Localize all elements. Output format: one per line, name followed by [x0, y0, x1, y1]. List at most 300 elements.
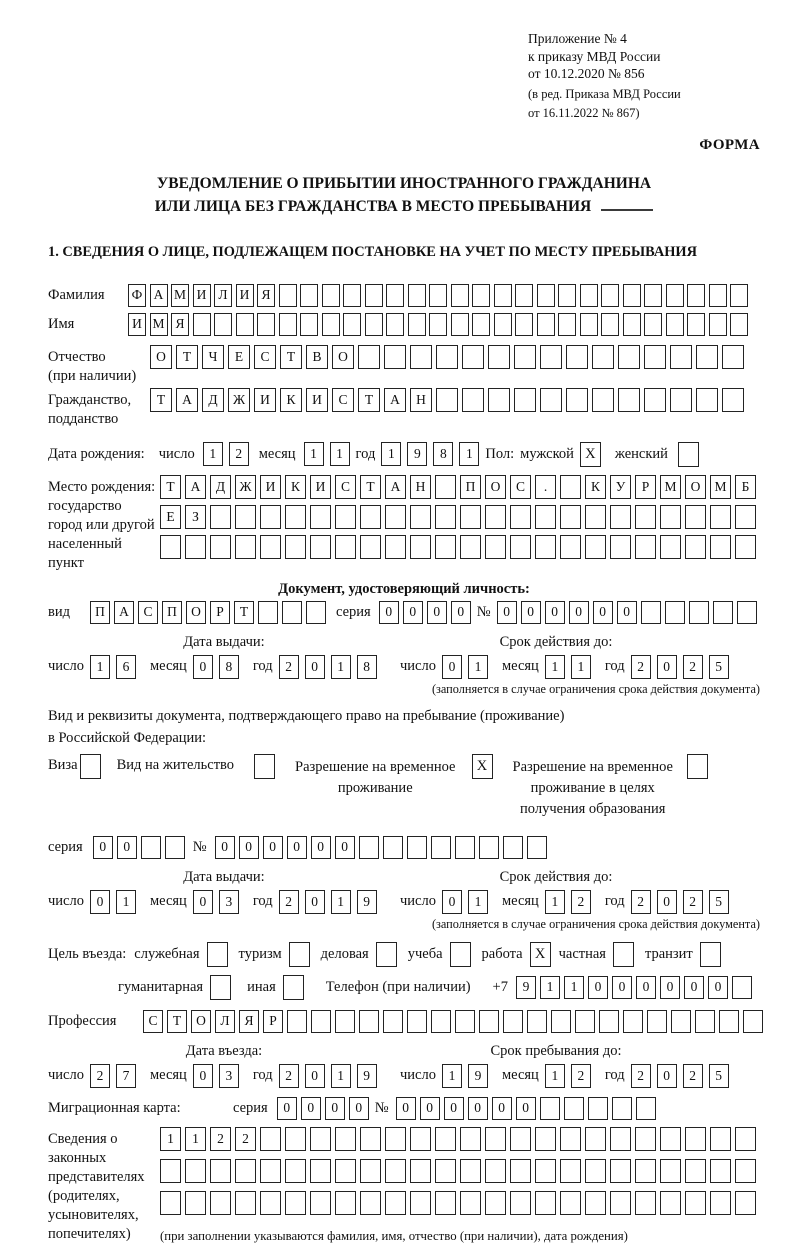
- char-cell[interactable]: О: [186, 601, 206, 624]
- char-cell[interactable]: [671, 1010, 691, 1033]
- char-cell[interactable]: [585, 1159, 606, 1183]
- char-cell[interactable]: И: [310, 475, 331, 499]
- char-cell[interactable]: [735, 505, 756, 529]
- char-cell[interactable]: 2: [279, 1064, 299, 1088]
- char-cell[interactable]: 5: [709, 890, 729, 914]
- edu-permit-checkbox[interactable]: [687, 754, 708, 779]
- char-cell[interactable]: 2: [683, 1064, 703, 1088]
- char-cell[interactable]: [540, 1097, 560, 1120]
- char-cell[interactable]: [360, 1191, 381, 1215]
- char-cell[interactable]: [641, 601, 661, 624]
- char-cell[interactable]: О: [150, 345, 172, 369]
- char-cell[interactable]: [666, 313, 684, 336]
- char-cell[interactable]: 6: [116, 655, 136, 679]
- char-cell[interactable]: 1: [185, 1127, 206, 1151]
- char-cell[interactable]: 0: [657, 655, 677, 679]
- char-cell[interactable]: И: [306, 388, 328, 412]
- char-cell[interactable]: [279, 313, 297, 336]
- char-cell[interactable]: [535, 505, 556, 529]
- char-cell[interactable]: 1: [304, 442, 324, 466]
- char-cell[interactable]: Т: [150, 388, 172, 412]
- char-cell[interactable]: 1: [381, 442, 401, 466]
- char-cell[interactable]: [410, 1127, 431, 1151]
- char-cell[interactable]: 1: [203, 442, 223, 466]
- purpose-study-checkbox[interactable]: [450, 942, 471, 967]
- char-cell[interactable]: С: [254, 345, 276, 369]
- char-cell[interactable]: [311, 1010, 331, 1033]
- char-cell[interactable]: Л: [214, 284, 232, 307]
- char-cell[interactable]: [488, 345, 510, 369]
- char-cell[interactable]: 0: [617, 601, 637, 624]
- char-cell[interactable]: М: [710, 475, 731, 499]
- char-cell[interactable]: [566, 388, 588, 412]
- char-cell[interactable]: 0: [521, 601, 541, 624]
- purpose-transit-checkbox[interactable]: [700, 942, 721, 967]
- char-cell[interactable]: С: [138, 601, 158, 624]
- char-cell[interactable]: М: [171, 284, 189, 307]
- char-cell[interactable]: А: [384, 388, 406, 412]
- char-cell[interactable]: М: [660, 475, 681, 499]
- char-cell[interactable]: 0: [263, 836, 283, 859]
- char-cell[interactable]: [472, 313, 490, 336]
- char-cell[interactable]: [479, 1010, 499, 1033]
- char-cell[interactable]: О: [685, 475, 706, 499]
- char-cell[interactable]: [730, 313, 748, 336]
- char-cell[interactable]: [558, 313, 576, 336]
- char-cell[interactable]: 0: [442, 890, 462, 914]
- char-cell[interactable]: [429, 313, 447, 336]
- char-cell[interactable]: Т: [360, 475, 381, 499]
- char-cell[interactable]: 0: [193, 655, 213, 679]
- char-cell[interactable]: [285, 1159, 306, 1183]
- char-cell[interactable]: [666, 284, 684, 307]
- char-cell[interactable]: Т: [358, 388, 380, 412]
- char-cell[interactable]: Р: [263, 1010, 283, 1033]
- char-cell[interactable]: [737, 601, 757, 624]
- char-cell[interactable]: 2: [90, 1064, 110, 1088]
- purpose-humanitarian-checkbox[interactable]: [210, 975, 231, 1000]
- char-cell[interactable]: 1: [571, 655, 591, 679]
- char-cell[interactable]: [660, 535, 681, 559]
- char-cell[interactable]: [601, 313, 619, 336]
- char-cell[interactable]: [687, 313, 705, 336]
- char-cell[interactable]: 0: [325, 1097, 345, 1120]
- char-cell[interactable]: [722, 345, 744, 369]
- char-cell[interactable]: [384, 345, 406, 369]
- char-cell[interactable]: [635, 535, 656, 559]
- char-cell[interactable]: 0: [90, 890, 110, 914]
- char-cell[interactable]: [588, 1097, 608, 1120]
- char-cell[interactable]: [510, 1191, 531, 1215]
- char-cell[interactable]: [585, 1191, 606, 1215]
- char-cell[interactable]: [407, 836, 427, 859]
- char-cell[interactable]: [560, 1159, 581, 1183]
- char-cell[interactable]: 0: [660, 976, 680, 999]
- char-cell[interactable]: И: [236, 284, 254, 307]
- char-cell[interactable]: 1: [545, 655, 565, 679]
- char-cell[interactable]: [310, 1191, 331, 1215]
- char-cell[interactable]: [710, 1127, 731, 1151]
- char-cell[interactable]: Е: [228, 345, 250, 369]
- char-cell[interactable]: [575, 1010, 595, 1033]
- char-cell[interactable]: 0: [593, 601, 613, 624]
- char-cell[interactable]: [460, 1127, 481, 1151]
- char-cell[interactable]: [709, 284, 727, 307]
- char-cell[interactable]: 0: [468, 1097, 488, 1120]
- char-cell[interactable]: [410, 535, 431, 559]
- char-cell[interactable]: 0: [301, 1097, 321, 1120]
- char-cell[interactable]: [494, 284, 512, 307]
- char-cell[interactable]: [300, 313, 318, 336]
- char-cell[interactable]: К: [280, 388, 302, 412]
- char-cell[interactable]: [535, 1127, 556, 1151]
- char-cell[interactable]: 1: [90, 655, 110, 679]
- char-cell[interactable]: [485, 505, 506, 529]
- char-cell[interactable]: [285, 1191, 306, 1215]
- char-cell[interactable]: 0: [545, 601, 565, 624]
- char-cell[interactable]: [644, 345, 666, 369]
- purpose-tourism-checkbox[interactable]: [289, 942, 310, 967]
- char-cell[interactable]: Р: [635, 475, 656, 499]
- char-cell[interactable]: 2: [210, 1127, 231, 1151]
- char-cell[interactable]: 0: [569, 601, 589, 624]
- char-cell[interactable]: 0: [636, 976, 656, 999]
- char-cell[interactable]: [710, 1159, 731, 1183]
- purpose-business-checkbox[interactable]: [376, 942, 397, 967]
- char-cell[interactable]: [258, 601, 278, 624]
- char-cell[interactable]: Т: [167, 1010, 187, 1033]
- char-cell[interactable]: [566, 345, 588, 369]
- char-cell[interactable]: [514, 345, 536, 369]
- char-cell[interactable]: [695, 1010, 715, 1033]
- char-cell[interactable]: 1: [331, 655, 351, 679]
- char-cell[interactable]: [279, 284, 297, 307]
- char-cell[interactable]: [540, 388, 562, 412]
- char-cell[interactable]: 5: [709, 1064, 729, 1088]
- char-cell[interactable]: Б: [735, 475, 756, 499]
- char-cell[interactable]: [479, 836, 499, 859]
- char-cell[interactable]: 1: [442, 1064, 462, 1088]
- char-cell[interactable]: 8: [433, 442, 453, 466]
- char-cell[interactable]: [460, 535, 481, 559]
- char-cell[interactable]: [527, 836, 547, 859]
- char-cell[interactable]: Я: [257, 284, 275, 307]
- char-cell[interactable]: 9: [357, 1064, 377, 1088]
- char-cell[interactable]: [580, 284, 598, 307]
- char-cell[interactable]: [287, 1010, 307, 1033]
- char-cell[interactable]: [660, 1191, 681, 1215]
- char-cell[interactable]: [709, 313, 727, 336]
- char-cell[interactable]: [730, 284, 748, 307]
- char-cell[interactable]: К: [585, 475, 606, 499]
- char-cell[interactable]: [408, 313, 426, 336]
- char-cell[interactable]: И: [260, 475, 281, 499]
- char-cell[interactable]: [343, 284, 361, 307]
- char-cell[interactable]: [455, 1010, 475, 1033]
- char-cell[interactable]: [685, 1159, 706, 1183]
- char-cell[interactable]: 0: [379, 601, 399, 624]
- char-cell[interactable]: [636, 1097, 656, 1120]
- char-cell[interactable]: [359, 1010, 379, 1033]
- char-cell[interactable]: 0: [396, 1097, 416, 1120]
- char-cell[interactable]: 0: [708, 976, 728, 999]
- char-cell[interactable]: 0: [684, 976, 704, 999]
- char-cell[interactable]: [358, 345, 380, 369]
- char-cell[interactable]: 7: [116, 1064, 136, 1088]
- char-cell[interactable]: [408, 284, 426, 307]
- char-cell[interactable]: П: [90, 601, 110, 624]
- char-cell[interactable]: [735, 535, 756, 559]
- char-cell[interactable]: 2: [683, 655, 703, 679]
- char-cell[interactable]: [455, 836, 475, 859]
- char-cell[interactable]: [503, 836, 523, 859]
- char-cell[interactable]: [282, 601, 302, 624]
- char-cell[interactable]: [257, 313, 275, 336]
- char-cell[interactable]: [210, 1191, 231, 1215]
- purpose-other-checkbox[interactable]: [283, 975, 304, 1000]
- char-cell[interactable]: Ч: [202, 345, 224, 369]
- sex-male-checkbox[interactable]: X: [580, 442, 601, 467]
- char-cell[interactable]: [635, 1191, 656, 1215]
- char-cell[interactable]: [540, 345, 562, 369]
- char-cell[interactable]: [510, 505, 531, 529]
- char-cell[interactable]: 2: [235, 1127, 256, 1151]
- char-cell[interactable]: П: [460, 475, 481, 499]
- char-cell[interactable]: 1: [468, 655, 488, 679]
- sex-female-checkbox[interactable]: [678, 442, 699, 467]
- char-cell[interactable]: [435, 505, 456, 529]
- char-cell[interactable]: [644, 388, 666, 412]
- char-cell[interactable]: [435, 1159, 456, 1183]
- char-cell[interactable]: 0: [451, 601, 471, 624]
- char-cell[interactable]: 0: [193, 890, 213, 914]
- char-cell[interactable]: [285, 505, 306, 529]
- char-cell[interactable]: 1: [160, 1127, 181, 1151]
- char-cell[interactable]: 0: [193, 1064, 213, 1088]
- char-cell[interactable]: 0: [444, 1097, 464, 1120]
- char-cell[interactable]: 0: [657, 1064, 677, 1088]
- char-cell[interactable]: [285, 535, 306, 559]
- char-cell[interactable]: [535, 1159, 556, 1183]
- char-cell[interactable]: [193, 313, 211, 336]
- char-cell[interactable]: 3: [219, 890, 239, 914]
- char-cell[interactable]: [713, 601, 733, 624]
- char-cell[interactable]: 0: [588, 976, 608, 999]
- char-cell[interactable]: [610, 505, 631, 529]
- char-cell[interactable]: [510, 1159, 531, 1183]
- char-cell[interactable]: 9: [468, 1064, 488, 1088]
- char-cell[interactable]: [722, 388, 744, 412]
- char-cell[interactable]: Т: [280, 345, 302, 369]
- char-cell[interactable]: [410, 1191, 431, 1215]
- char-cell[interactable]: А: [176, 388, 198, 412]
- char-cell[interactable]: Н: [410, 475, 431, 499]
- char-cell[interactable]: А: [114, 601, 134, 624]
- char-cell[interactable]: 3: [219, 1064, 239, 1088]
- char-cell[interactable]: [685, 535, 706, 559]
- char-cell[interactable]: [612, 1097, 632, 1120]
- char-cell[interactable]: [580, 313, 598, 336]
- char-cell[interactable]: [300, 284, 318, 307]
- char-cell[interactable]: [260, 505, 281, 529]
- char-cell[interactable]: [185, 535, 206, 559]
- char-cell[interactable]: [214, 313, 232, 336]
- char-cell[interactable]: [503, 1010, 523, 1033]
- char-cell[interactable]: 2: [229, 442, 249, 466]
- char-cell[interactable]: [360, 1159, 381, 1183]
- char-cell[interactable]: Т: [176, 345, 198, 369]
- char-cell[interactable]: 0: [420, 1097, 440, 1120]
- temp-permit-checkbox[interactable]: X: [472, 754, 493, 779]
- char-cell[interactable]: [485, 1127, 506, 1151]
- purpose-private-checkbox[interactable]: [613, 942, 634, 967]
- char-cell[interactable]: [488, 388, 510, 412]
- char-cell[interactable]: Ж: [228, 388, 250, 412]
- char-cell[interactable]: К: [285, 475, 306, 499]
- char-cell[interactable]: [660, 1159, 681, 1183]
- char-cell[interactable]: [644, 313, 662, 336]
- blank-underline[interactable]: [601, 197, 653, 211]
- char-cell[interactable]: [687, 284, 705, 307]
- char-cell[interactable]: [585, 535, 606, 559]
- char-cell[interactable]: [665, 601, 685, 624]
- char-cell[interactable]: 0: [305, 655, 325, 679]
- purpose-official-checkbox[interactable]: [207, 942, 228, 967]
- char-cell[interactable]: [235, 505, 256, 529]
- char-cell[interactable]: 0: [277, 1097, 297, 1120]
- char-cell[interactable]: [585, 505, 606, 529]
- char-cell[interactable]: [310, 535, 331, 559]
- char-cell[interactable]: [485, 535, 506, 559]
- char-cell[interactable]: [383, 836, 403, 859]
- char-cell[interactable]: [685, 1127, 706, 1151]
- char-cell[interactable]: 1: [331, 1064, 351, 1088]
- char-cell[interactable]: П: [162, 601, 182, 624]
- char-cell[interactable]: 2: [279, 655, 299, 679]
- char-cell[interactable]: Я: [171, 313, 189, 336]
- char-cell[interactable]: [210, 1159, 231, 1183]
- char-cell[interactable]: [365, 313, 383, 336]
- char-cell[interactable]: [360, 535, 381, 559]
- char-cell[interactable]: [610, 1127, 631, 1151]
- char-cell[interactable]: [360, 1127, 381, 1151]
- char-cell[interactable]: В: [306, 345, 328, 369]
- char-cell[interactable]: [260, 1127, 281, 1151]
- char-cell[interactable]: 0: [117, 836, 137, 859]
- char-cell[interactable]: [564, 1097, 584, 1120]
- char-cell[interactable]: 2: [279, 890, 299, 914]
- char-cell[interactable]: И: [193, 284, 211, 307]
- char-cell[interactable]: [732, 976, 752, 999]
- char-cell[interactable]: [343, 313, 361, 336]
- char-cell[interactable]: [670, 388, 692, 412]
- char-cell[interactable]: [260, 1191, 281, 1215]
- char-cell[interactable]: Е: [160, 505, 181, 529]
- char-cell[interactable]: [306, 601, 326, 624]
- char-cell[interactable]: [696, 345, 718, 369]
- char-cell[interactable]: 1: [459, 442, 479, 466]
- char-cell[interactable]: [710, 505, 731, 529]
- char-cell[interactable]: [435, 1127, 456, 1151]
- char-cell[interactable]: [335, 1010, 355, 1033]
- char-cell[interactable]: Л: [215, 1010, 235, 1033]
- char-cell[interactable]: [436, 388, 458, 412]
- char-cell[interactable]: [527, 1010, 547, 1033]
- char-cell[interactable]: [485, 1191, 506, 1215]
- char-cell[interactable]: [510, 535, 531, 559]
- char-cell[interactable]: [410, 505, 431, 529]
- char-cell[interactable]: [335, 1191, 356, 1215]
- char-cell[interactable]: [635, 1127, 656, 1151]
- char-cell[interactable]: 0: [305, 890, 325, 914]
- char-cell[interactable]: [383, 1010, 403, 1033]
- char-cell[interactable]: [310, 505, 331, 529]
- char-cell[interactable]: 0: [349, 1097, 369, 1120]
- char-cell[interactable]: [515, 313, 533, 336]
- char-cell[interactable]: С: [332, 388, 354, 412]
- char-cell[interactable]: 0: [657, 890, 677, 914]
- char-cell[interactable]: О: [332, 345, 354, 369]
- char-cell[interactable]: [535, 535, 556, 559]
- char-cell[interactable]: [618, 345, 640, 369]
- char-cell[interactable]: [235, 1159, 256, 1183]
- char-cell[interactable]: М: [150, 313, 168, 336]
- char-cell[interactable]: [385, 1159, 406, 1183]
- char-cell[interactable]: [436, 345, 458, 369]
- char-cell[interactable]: [735, 1127, 756, 1151]
- char-cell[interactable]: [185, 1159, 206, 1183]
- char-cell[interactable]: 2: [631, 655, 651, 679]
- char-cell[interactable]: [592, 388, 614, 412]
- char-cell[interactable]: [635, 1159, 656, 1183]
- char-cell[interactable]: [623, 1010, 643, 1033]
- char-cell[interactable]: [462, 388, 484, 412]
- char-cell[interactable]: [610, 1191, 631, 1215]
- char-cell[interactable]: 5: [709, 655, 729, 679]
- char-cell[interactable]: [743, 1010, 763, 1033]
- char-cell[interactable]: [623, 284, 641, 307]
- char-cell[interactable]: [359, 836, 379, 859]
- char-cell[interactable]: Р: [210, 601, 230, 624]
- char-cell[interactable]: Я: [239, 1010, 259, 1033]
- char-cell[interactable]: [585, 1127, 606, 1151]
- char-cell[interactable]: [160, 535, 181, 559]
- char-cell[interactable]: [451, 284, 469, 307]
- char-cell[interactable]: [514, 388, 536, 412]
- char-cell[interactable]: 2: [631, 890, 651, 914]
- char-cell[interactable]: [510, 1127, 531, 1151]
- char-cell[interactable]: [537, 284, 555, 307]
- char-cell[interactable]: Т: [234, 601, 254, 624]
- char-cell[interactable]: С: [143, 1010, 163, 1033]
- char-cell[interactable]: [735, 1159, 756, 1183]
- char-cell[interactable]: [460, 1191, 481, 1215]
- char-cell[interactable]: [431, 1010, 451, 1033]
- char-cell[interactable]: 1: [468, 890, 488, 914]
- char-cell[interactable]: 0: [442, 655, 462, 679]
- char-cell[interactable]: [141, 836, 161, 859]
- char-cell[interactable]: 1: [330, 442, 350, 466]
- char-cell[interactable]: [710, 535, 731, 559]
- char-cell[interactable]: [537, 313, 555, 336]
- char-cell[interactable]: [335, 1159, 356, 1183]
- char-cell[interactable]: [689, 601, 709, 624]
- char-cell[interactable]: [599, 1010, 619, 1033]
- char-cell[interactable]: [685, 1191, 706, 1215]
- char-cell[interactable]: [210, 505, 231, 529]
- char-cell[interactable]: [410, 345, 432, 369]
- char-cell[interactable]: [310, 1127, 331, 1151]
